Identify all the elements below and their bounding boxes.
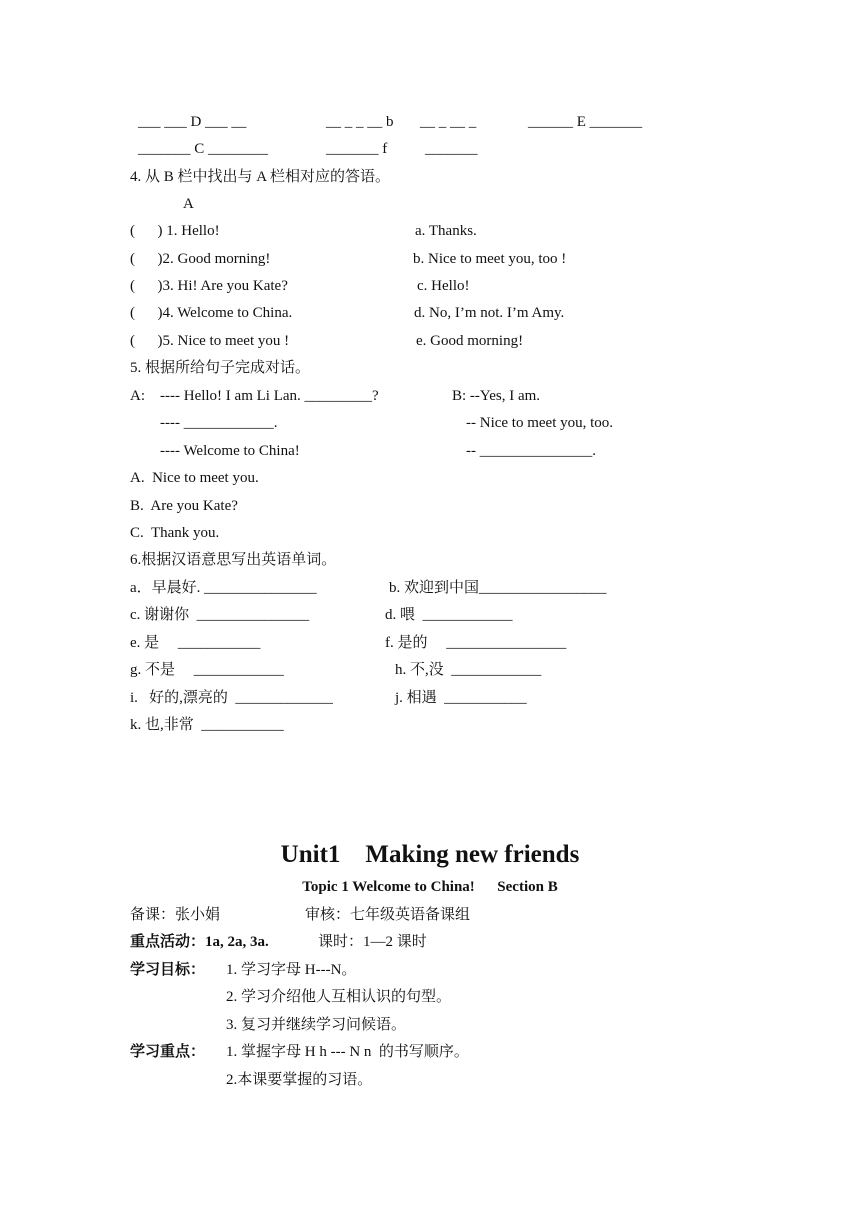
q5-dialog-left: ---- Welcome to China! <box>130 443 300 459</box>
q6-item-left: c. 谢谢你 _______________ <box>130 607 310 623</box>
learning-goal: 2. 学习介绍他人互相认识的句型。 <box>226 989 452 1005</box>
learning-focus: 1. 掌握字母 H h --- N n 的书写顺序。 <box>226 1044 469 1060</box>
q6-item-right: b. 欢迎到中国_________________ <box>389 580 607 596</box>
q4-column-a-label: A <box>183 196 194 212</box>
q5-dialog-right: -- _______________. <box>466 443 596 459</box>
learning-goal: 3. 复习并继续学习问候语。 <box>226 1017 407 1033</box>
q4-item-left: ( )5. Nice to meet you ! <box>130 333 290 349</box>
prep-teacher: 备课：张小娟 <box>130 907 221 923</box>
q5-dialog-left: ---- ____________. <box>130 415 278 431</box>
blank-row1-c: __ _ __ _ <box>420 114 477 130</box>
blank-row2-c: _______ <box>425 141 478 157</box>
blank-row2-b: _______ f <box>326 141 388 157</box>
learning-focus-label: 学习重点： <box>130 1044 206 1060</box>
review-group: 审核：七年级英语备课组 <box>305 907 471 923</box>
q6-item-left: g. 不是 ____________ <box>130 662 284 678</box>
q4-item-right: e. Good morning! <box>416 333 524 349</box>
blank-row1-b: __ _ _ __ b <box>326 114 394 130</box>
q6-item-right: h. 不,没 ____________ <box>395 662 542 678</box>
q4-item-right: c. Hello! <box>417 278 470 294</box>
q5-heading: 5. 根据所给句子完成对话。 <box>130 360 311 376</box>
unit-subtitle: Topic 1 Welcome to China! Section B <box>302 879 558 895</box>
q4-heading: 4. 从 B 栏中找出与 A 栏相对应的答语。 <box>130 169 391 185</box>
blank-row1-d: ______ E _______ <box>528 114 643 130</box>
q4-item-left: ( )2. Good morning! <box>130 251 271 267</box>
blank-row2-a: _______ C ________ <box>138 141 269 157</box>
q5-dialog-right: B: --Yes, I am. <box>452 388 541 404</box>
q6-item-left: k. 也,非常 ___________ <box>130 717 284 733</box>
q4-item-left: ( ) 1. Hello! <box>130 223 220 239</box>
q5-dialog-left: A: ---- Hello! I am Li Lan. _________? <box>130 388 379 404</box>
q4-item-left: ( )3. Hi! Are you Kate? <box>130 278 288 294</box>
q5-dialog-right: -- Nice to meet you, too. <box>466 415 614 431</box>
learning-focus: 2.本课要掌握的习语。 <box>226 1072 373 1088</box>
q6-item-left: i. 好的,漂亮的 _____________ <box>130 690 333 706</box>
class-hours: 课时：1—2 课时 <box>318 934 427 950</box>
q4-item-right: d. No, I’m not. I’m Amy. <box>414 305 565 321</box>
q5-option: B. Are you Kate? <box>130 498 238 514</box>
q6-item-right: d. 喂 ____________ <box>385 607 513 623</box>
q6-heading: 6.根据汉语意思写出英语单词。 <box>130 552 337 568</box>
learning-goals-label: 学习目标： <box>130 962 206 978</box>
q6-item-left: a．早晨好. _______________ <box>130 580 317 596</box>
learning-goal: 1. 学习字母 H---N。 <box>226 962 357 978</box>
blank-row1-a: ___ ___ D ___ __ <box>138 114 247 130</box>
q5-option: C. Thank you. <box>130 525 220 541</box>
q5-option: A. Nice to meet you. <box>130 470 259 486</box>
key-activities: 重点活动：1a, 2a, 3a. <box>130 934 269 950</box>
unit-title: Unit1 Making new friends <box>280 841 580 868</box>
q4-item-right: a. Thanks. <box>415 223 477 239</box>
q4-item-left: ( )4. Welcome to China. <box>130 305 293 321</box>
q4-item-right: b. Nice to meet you, too ! <box>413 251 567 267</box>
q6-item-left: e. 是 ___________ <box>130 635 261 651</box>
q6-item-right: f. 是的 ________________ <box>385 635 567 651</box>
q6-item-right: j. 相遇 ___________ <box>395 690 527 706</box>
